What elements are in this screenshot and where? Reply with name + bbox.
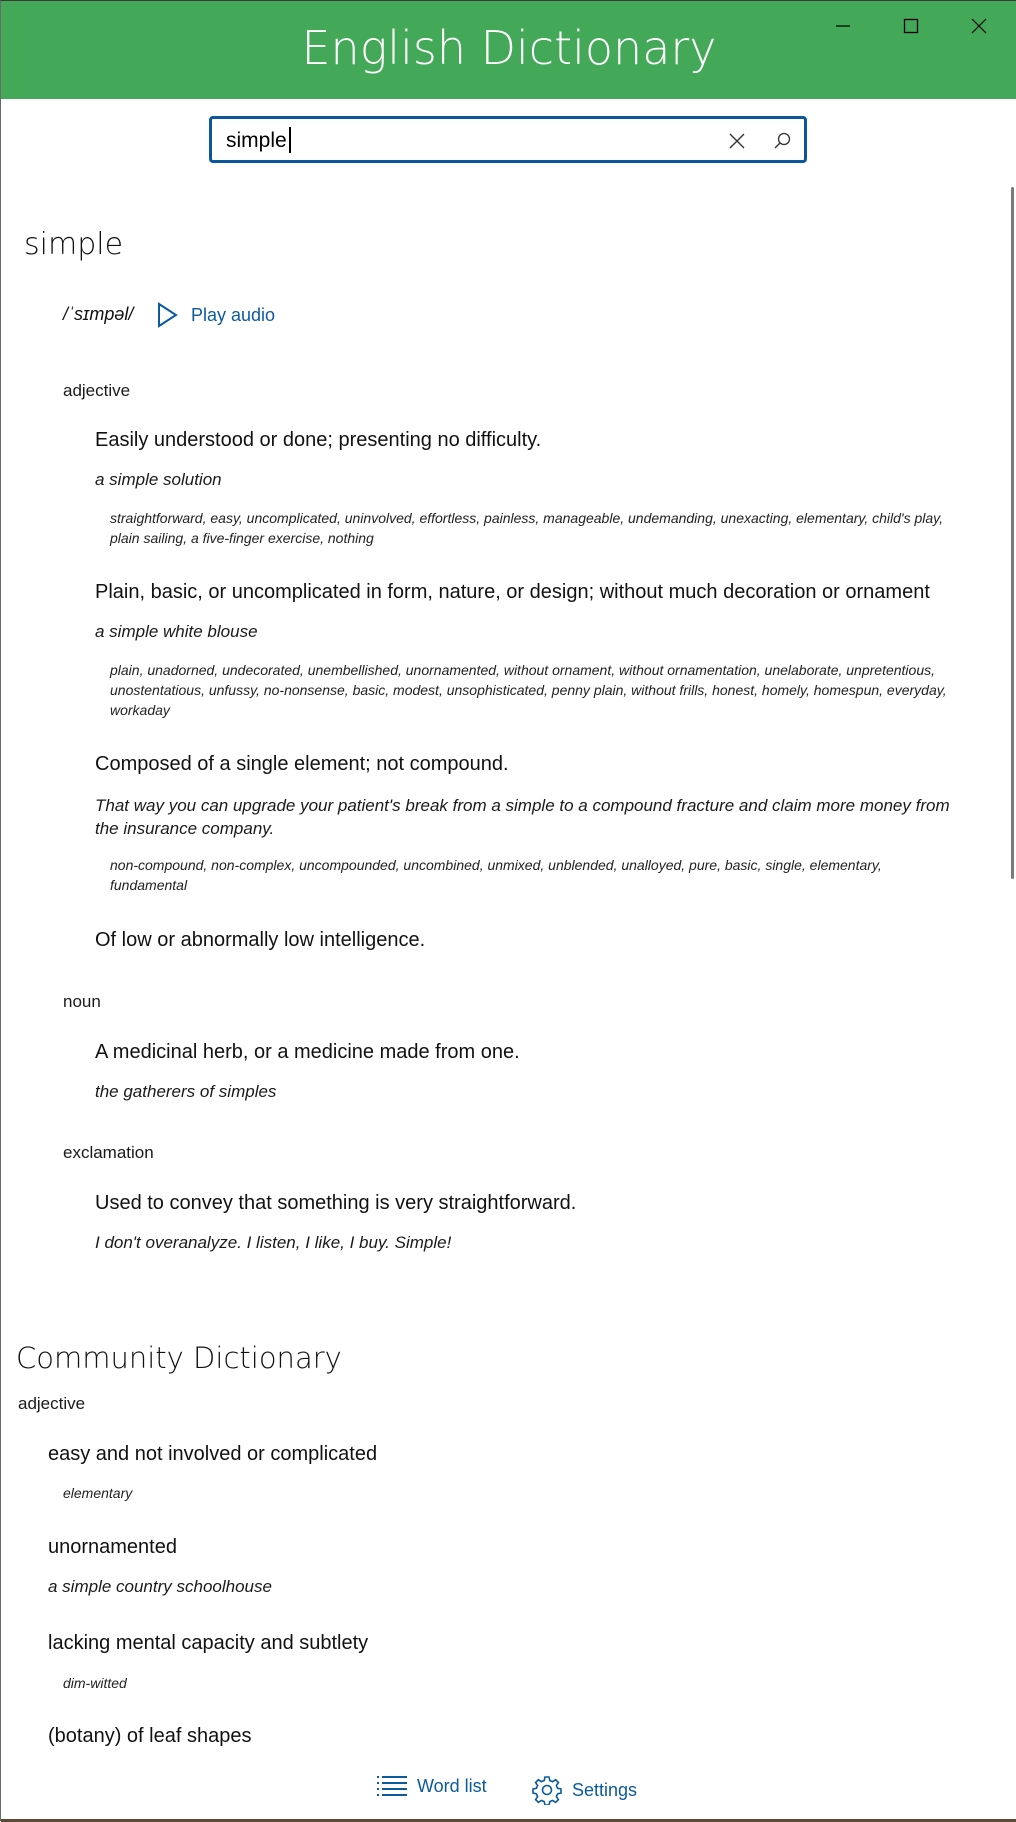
community-dictionary-title: Community Dictionary	[16, 1341, 342, 1375]
example: a simple solution	[95, 470, 222, 489]
minimize-icon	[835, 18, 851, 34]
synonyms: straightforward, easy, uncomplicated, uninvolved, effortless, painless, manageable, undemanding, unexacting, elementary, child's play, plain sailing, a five-finger exercise, nothing	[110, 510, 944, 546]
list-icon	[377, 1775, 407, 1797]
synonyms: plain, unadorned, undecorated, unembellished, unornamented, without ornament, without ornamentation, unelaborate, unpretentious, unostentatious, unfussy, no-nonsense, basic, modest, unsophisticated, penny plain, without frills, honest, homely, homespun, everyday, workaday	[110, 662, 947, 718]
synonyms: elementary	[63, 1485, 133, 1501]
word-list-button[interactable]	[377, 1775, 487, 1797]
text-caret	[289, 127, 291, 153]
maximize-icon	[903, 18, 919, 34]
headword: simple	[24, 227, 124, 262]
synonyms: dim-witted	[63, 1675, 127, 1691]
vertical-scrollbar[interactable]	[1011, 187, 1014, 879]
definition: (botany) of leaf shapes	[48, 1725, 252, 1747]
search-input[interactable]	[224, 125, 688, 157]
play-audio-label: Play audio	[191, 304, 276, 325]
part-of-speech: noun	[63, 992, 101, 1011]
gear-icon	[532, 1775, 562, 1805]
example: a simple white blouse	[95, 622, 258, 641]
search-button[interactable]	[767, 126, 797, 156]
bottom-app-bar	[1, 1761, 1016, 1817]
synonyms: non-compound, non-complex, uncompounded, uncombined, unmixed, unblended, unalloyed, pure, basic, single, elementary, fundamental	[110, 857, 882, 893]
example: a simple country schoolhouse	[48, 1577, 272, 1596]
definition: Easily understood or done; presenting no difficulty.	[95, 429, 542, 451]
word-list-label: Word list	[417, 1775, 487, 1796]
definition: Plain, basic, or uncomplicated in form, nature, or design; without much decoration or ornament	[95, 581, 930, 603]
settings-label: Settings	[572, 1779, 638, 1800]
definition: Used to convey that something is very straightforward.	[95, 1192, 577, 1214]
search-box	[209, 116, 807, 163]
maximize-button[interactable]	[877, 1, 945, 51]
example: I don't overanalyze. I listen, I like, I buy. Simple!	[95, 1233, 452, 1252]
definition: Of low or abnormally low intelligence.	[95, 929, 426, 951]
minimize-button[interactable]	[809, 1, 877, 51]
search-icon	[772, 131, 792, 151]
example: That way you can upgrade your patient's break from a simple to a compound fracture and claim more money from the insurance company.	[95, 796, 950, 838]
close-icon	[971, 18, 987, 34]
definition: lacking mental capacity and subtlety	[48, 1632, 369, 1654]
app-title: English Dictionary	[301, 21, 717, 75]
part-of-speech: adjective	[63, 381, 131, 400]
definition: Composed of a single element; not compound.	[95, 753, 509, 775]
title-bar	[1, 1, 1016, 99]
clear-search-button[interactable]	[722, 126, 752, 156]
definition: A medicinal herb, or a medicine made from one.	[95, 1041, 520, 1063]
close-icon	[728, 132, 746, 150]
example: the gatherers of simples	[95, 1082, 277, 1101]
play-icon	[157, 302, 179, 328]
settings-button[interactable]	[532, 1775, 637, 1805]
definition: unornamented	[48, 1536, 177, 1558]
play-audio-button[interactable]	[157, 302, 275, 328]
pronunciation: /ˈsɪmpəl/	[63, 304, 134, 324]
definition: easy and not involved or complicated	[48, 1443, 378, 1465]
part-of-speech: adjective	[18, 1394, 86, 1413]
close-button[interactable]	[945, 1, 1013, 51]
part-of-speech: exclamation	[63, 1143, 154, 1162]
